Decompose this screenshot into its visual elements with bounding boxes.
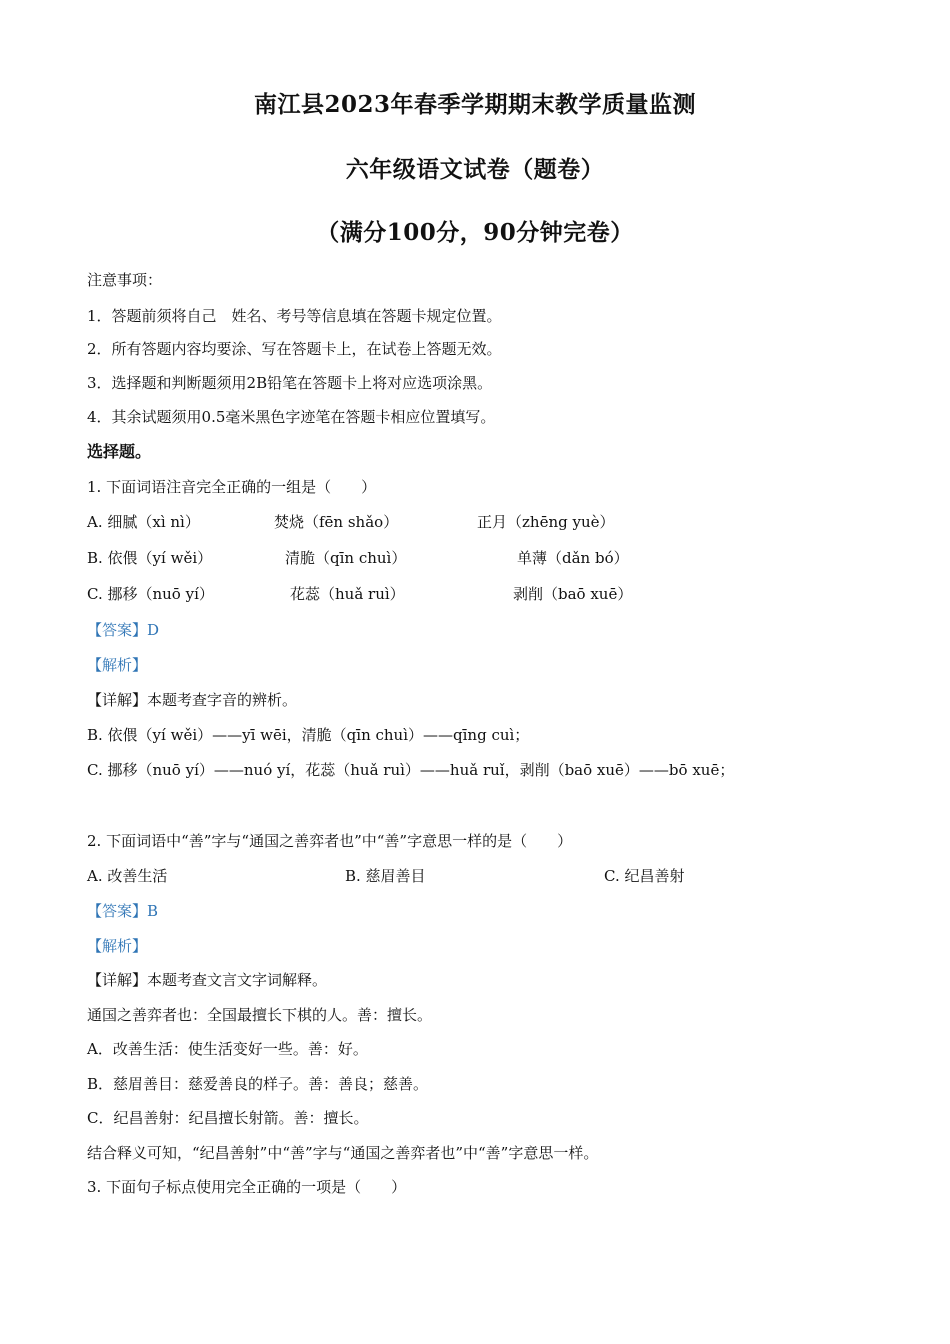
q1-explain-c: C. 挪移（nuō yí）——nuó yí，花蕊（huǎ ruì）——huǎ ruǐ，剥削（baō xuē）——bō xuē； <box>87 761 735 779</box>
section-heading: 选择题。 <box>87 442 152 461</box>
q2-detail: 【详解】本题考查文言文字词解释。 <box>87 971 328 989</box>
notice-item: 3．选择题和判断题须用2B铅笔在答题卡上将对应选项涂黑。 <box>87 374 493 392</box>
q2-explain-line: 通国之善弈者也：全国最擅长下棋的人。善：擅长。 <box>87 1006 433 1024</box>
q1-stem: 1. 下面词语注音完全正确的一组是（ ） <box>87 478 377 496</box>
q1-option-a: A. 细腻（xì nì） <box>87 513 200 531</box>
exam-subtitle: 六年级语文试卷（题卷） <box>345 156 605 183</box>
q2-option-c: C. 纪昌善射 <box>604 867 685 885</box>
q1-option-c-word3: 剥削（baō xuē） <box>513 585 633 603</box>
notice-heading: 注意事项： <box>87 271 163 289</box>
q1-option-b: B. 依偎（yí wěi） <box>87 549 213 567</box>
notice-item: 4．其余试题须用0.5毫米黑色字迹笔在答题卡相应位置填写。 <box>87 408 496 426</box>
notice-item: 1．答题前须将自己 姓名、考号等信息填在答题卡规定位置。 <box>87 307 502 325</box>
q1-option-b-word2: 清脆（qīn chuì） <box>285 549 407 567</box>
q2-option-b: B. 慈眉善目 <box>345 867 426 885</box>
exam-title: 南江县2023年春季学期期末教学质量监测 <box>253 91 696 118</box>
q2-stem: 2. 下面词语中“善”字与“通国之善弈者也”中“善”字意思一样的是（ ） <box>87 832 573 850</box>
q2-explain-line: B．慈眉善目：慈爱善良的样子。善：善良；慈善。 <box>87 1075 429 1093</box>
q1-option-c-word2: 花蕊（huǎ ruì） <box>290 585 405 603</box>
q2-option-a: A. 改善生活 <box>87 867 168 885</box>
exam-score-time: （满分100分，90分钟完卷） <box>316 219 634 246</box>
q2-explain-conclusion: 结合释义可知，“纪昌善射”中“善”字与“通国之善弈者也”中“善”字意思一样。 <box>87 1144 599 1162</box>
q2-explain-line: A．改善生活：使生活变好一些。善：好。 <box>87 1040 368 1058</box>
q1-option-a-word2: 焚烧（fēn shǎo） <box>274 513 399 531</box>
q1-explain-b: B. 依偎（yí wěi）——yī wēi，清脆（qīn chuì）——qīng cuì； <box>87 726 530 744</box>
q1-option-a-word3: 正月（zhēng yuè） <box>477 513 615 531</box>
q1-analysis-label: 【解析】 <box>87 656 148 674</box>
notice-item: 2．所有答题内容均要涂、写在答题卡上，在试卷上答题无效。 <box>87 340 502 358</box>
q1-option-c: C. 挪移（nuō yí） <box>87 585 214 603</box>
q2-analysis-label: 【解析】 <box>87 937 148 955</box>
q1-answer: 【答案】D <box>87 621 160 639</box>
q3-stem: 3. 下面句子标点使用完全正确的一项是（ ） <box>87 1178 407 1196</box>
q1-detail: 【详解】本题考查字音的辨析。 <box>87 691 298 709</box>
q1-option-b-word3: 单薄（dǎn bó） <box>517 549 629 567</box>
q2-answer: 【答案】B <box>87 902 159 920</box>
q2-explain-line: C．纪昌善射：纪昌擅长射箭。善：擅长。 <box>87 1109 369 1127</box>
